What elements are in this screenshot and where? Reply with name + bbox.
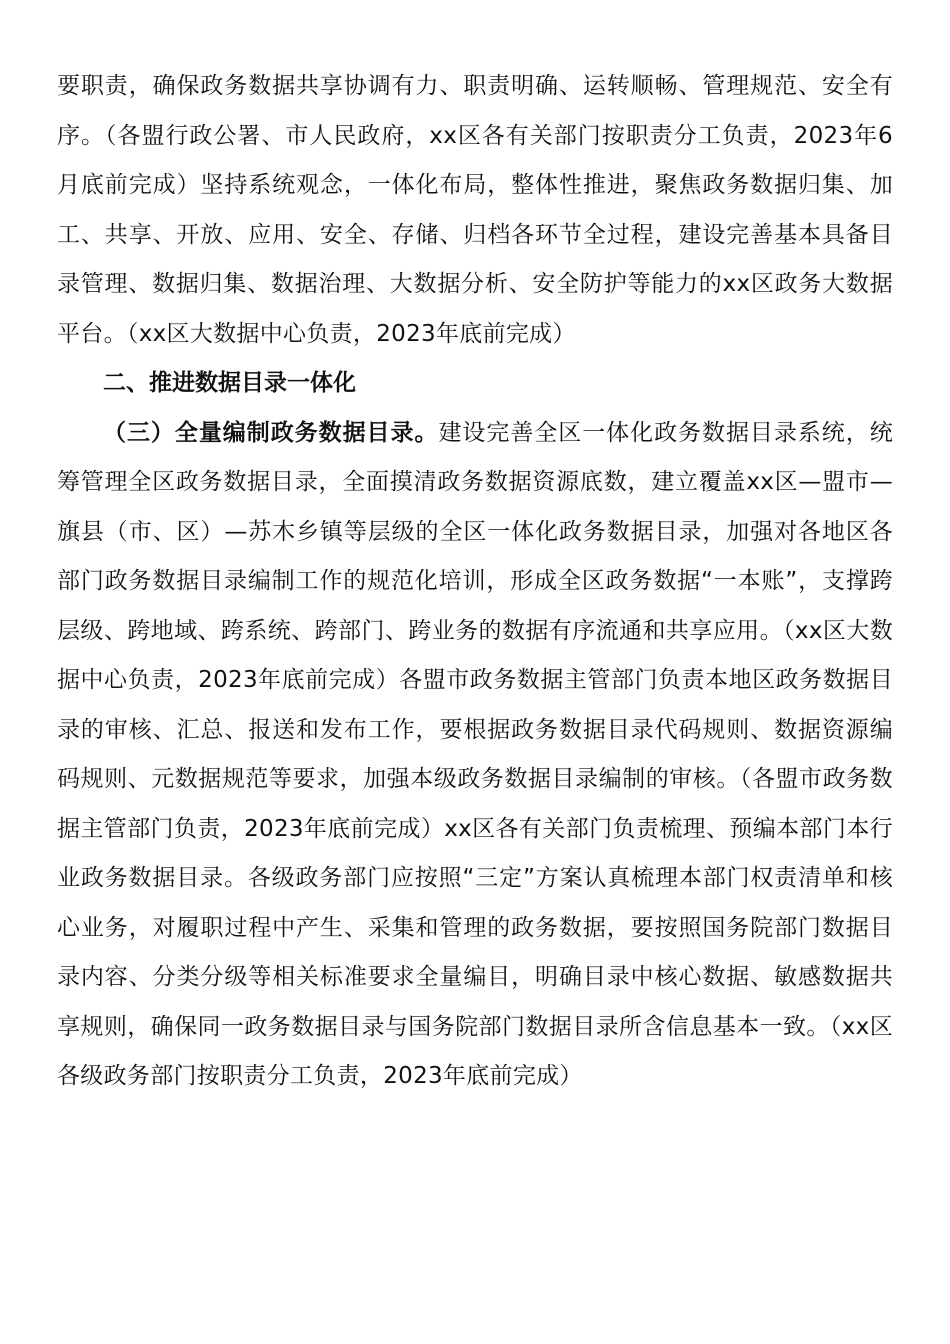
paragraph-lead-title: （三）全量编制政务数据目录。 — [103, 419, 439, 446]
paragraph-continuation: 要职责，确保政务数据共享协调有力、职责明确、运转顺畅、管理规范、安全有序。（各盟行政公署、市人民政府，xx区各有关部门按职责分工负责，2023年6月底前完成）坚持系统观念，一体化布局，整体性推进，聚焦政务数据归集、加工、共享、开放、应用、安全、存储、归档各环节全过程，建设完善基本具备目录管理、数据归集、数据治理、大数据分析、安全防护等能力的xx区政务大数据平台。（xx区大数据中心负责，2023年底前完成） — [57, 73, 893, 347]
paragraph-catalog — [57, 409, 893, 1102]
paragraph-body: 建设完善全区一体化政务数据目录系统，统筹管理全区政务数据目录，全面摸清政务数据资源底数，建立覆盖xx区—盟市—旗县（市、区）—苏木乡镇等层级的全区一体化政务数据目录，加强对各地区各部门政务数据目录编制工作的规范化培训，形成全区政务数据“一本账”，支撑跨层级、跨地域、跨系统、跨部门、跨业务的数据有序流通和共享应用。（xx区大数据中心负责，2023年底前完成）各盟市政务数据主管部门负责本地区政务数据目录的审核、汇总、报送和发布工作，要根据政务数据目录代码规则、数据资源编码规则、元数据规范等要求，加强本级政务数据目录编制的审核。（各盟市政务数据主管部门负责，2023年底前完成）xx区各有关部门负责梳理、预编本部门本行业政务数据目录。各级政务部门应按照“三定”方案认真梳理本部门权责清单和核心业务，对履职过程中产生、采集和管理的政务数据，要按照国务院部门数据目录内容、分类分级等相关标准要求全量编目，明确目录中核心数据、敏感数据共享规则，确保同一政务数据目录与国务院部门数据目录所含信息基本一致。（xx区各级政务部门按职责分工负责，2023年底前完成） — [57, 419, 894, 1089]
document-page — [57, 62, 893, 1102]
section-heading: 二、推进数据目录一体化 — [103, 370, 356, 396]
